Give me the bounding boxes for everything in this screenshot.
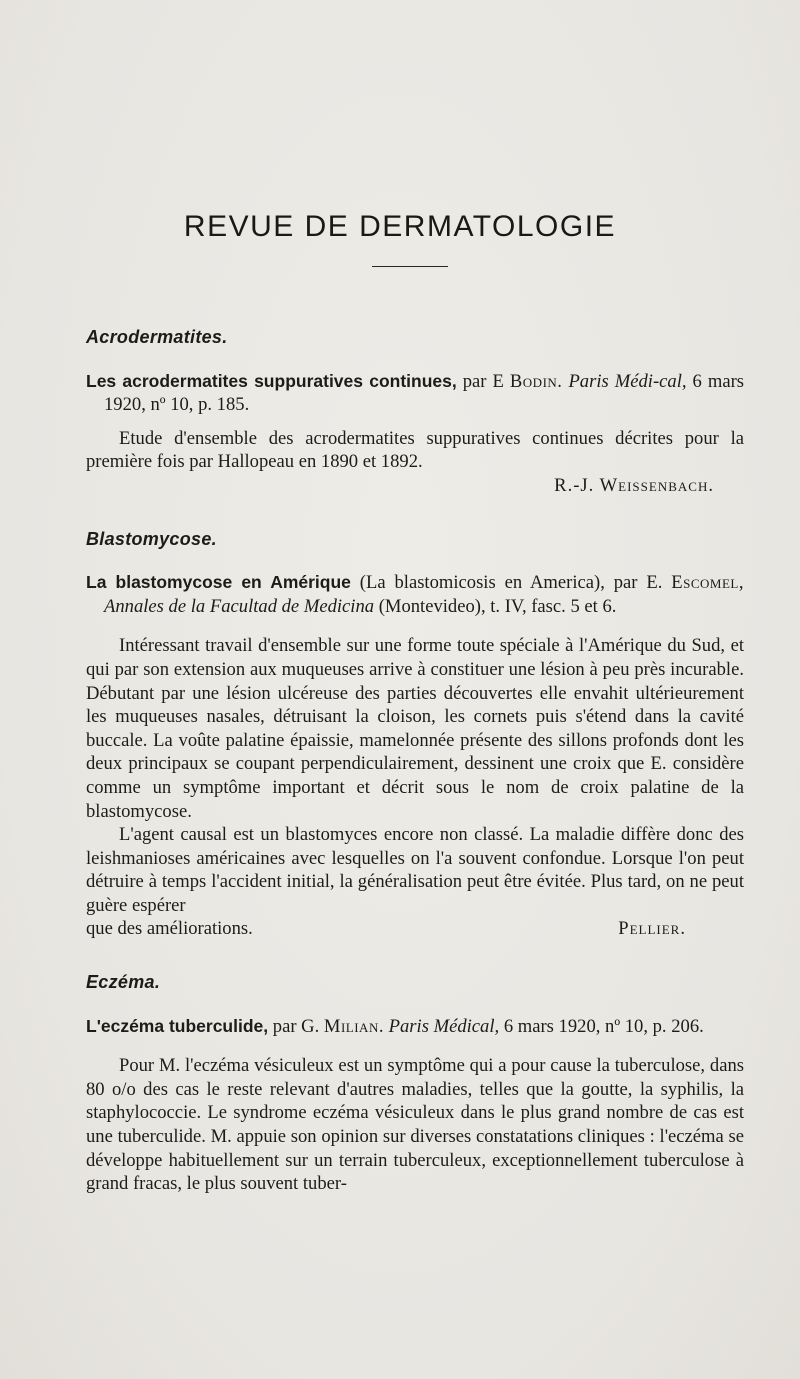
paragraph-tail: que des améliorations.	[86, 918, 253, 940]
article-title: Les acrodermatites suppuratives continues,	[86, 370, 457, 391]
article-title: L'eczéma tuberculide,	[86, 1015, 269, 1036]
section-heading-eczema: Eczéma.	[86, 972, 161, 993]
article-content	[86, 326, 744, 1196]
paragraph: Pour M. l'eczéma vésiculeux est un symptôme qui a pour cause la tuberculose, dans 80 o/o des cas le reste relevant d'autres maladies, telles que la goutte, la syphilis, la staphylococcie. Le syndrome eczéma vésiculeux dans le plus grand nombre de cas est une tuberculide. M. appuie son opinion sur diverses constatations cliniques : l'eczéma se développe habituellement sur un terrain tuberculeux, exceptionnellement tuberculose à grand fracas, le plus souvent tuber-	[86, 1055, 744, 1195]
article-author: Milian.	[323, 1015, 384, 1037]
page-title: REVUE DE DERMATOLOGIE	[183, 210, 617, 243]
citation: (Montevideo), t. IV, fasc. 5 et 6.	[378, 595, 617, 617]
paragraph: L'agent causal est un blastomyces encore non classé. La maladie diffère donc des leishmanioses américaines avec lesquelles on l'a souvent confondue. Lorsque l'on peut détruire à temps l'accident initial, la généralisation peut être évitée. Plus tard, on ne peut guère espérer	[86, 824, 744, 916]
byline-prefix: par E	[462, 370, 504, 392]
section-heading-blastomycose: Blastomycose.	[86, 528, 217, 549]
article-header-acrodermatites	[86, 370, 744, 417]
journal-name: Annales de la Facultad de Medicina	[104, 595, 375, 617]
section-heading-acrodermatites: Acrodermatites.	[86, 327, 228, 347]
article-author: Bodin.	[509, 370, 563, 392]
article-header-blastomycose	[86, 571, 744, 618]
signature: R.-J. Weissenbach.	[554, 474, 714, 496]
byline-prefix: par G.	[272, 1015, 320, 1037]
article-header-eczema	[86, 1015, 744, 1039]
article-title: La blastomycose en Amérique	[86, 572, 351, 593]
journal-name: Paris Médi-cal,	[568, 370, 687, 392]
signature: Pellier.	[618, 918, 686, 940]
byline-prefix: (La blastomicosis en America), par E.	[359, 572, 663, 594]
paragraph: Etude d'ensemble des acrodermatites suppuratives continues décrites pour la première fois par Hallopeau en 1890 et 1892.	[86, 427, 744, 473]
title-rule	[372, 266, 448, 267]
paragraph: Intéressant travail d'ensemble sur une forme toute spéciale à l'Amérique du Sud, et qui par son extension aux muqueuses arrive à constituer une lésion à peu près incurable. Débutant par une lésion ulcéreuse des parties découvertes elle envahit ultérieurement les muqueuses nasales, détruisant la cloison, les cornets puis s'étend dans la cavité buccale. La voûte palatine épaissie, mamelonnée présente des sillons profonds dont les deux principaux se coupant perpendiculairement, dessinent une croix que E. considère comme un symptôme important et décrit sous le nom de croix palatine de la blastomycose.	[86, 635, 744, 822]
citation: 6 mars 1920, nº 10, p. 206.	[503, 1015, 704, 1037]
citation: 6 mars 1920, nº 10, p. 185.	[104, 370, 744, 416]
journal-name: Paris Médical,	[388, 1015, 500, 1037]
article-author: Escomel,	[671, 572, 744, 594]
paragraph-end	[86, 917, 744, 941]
